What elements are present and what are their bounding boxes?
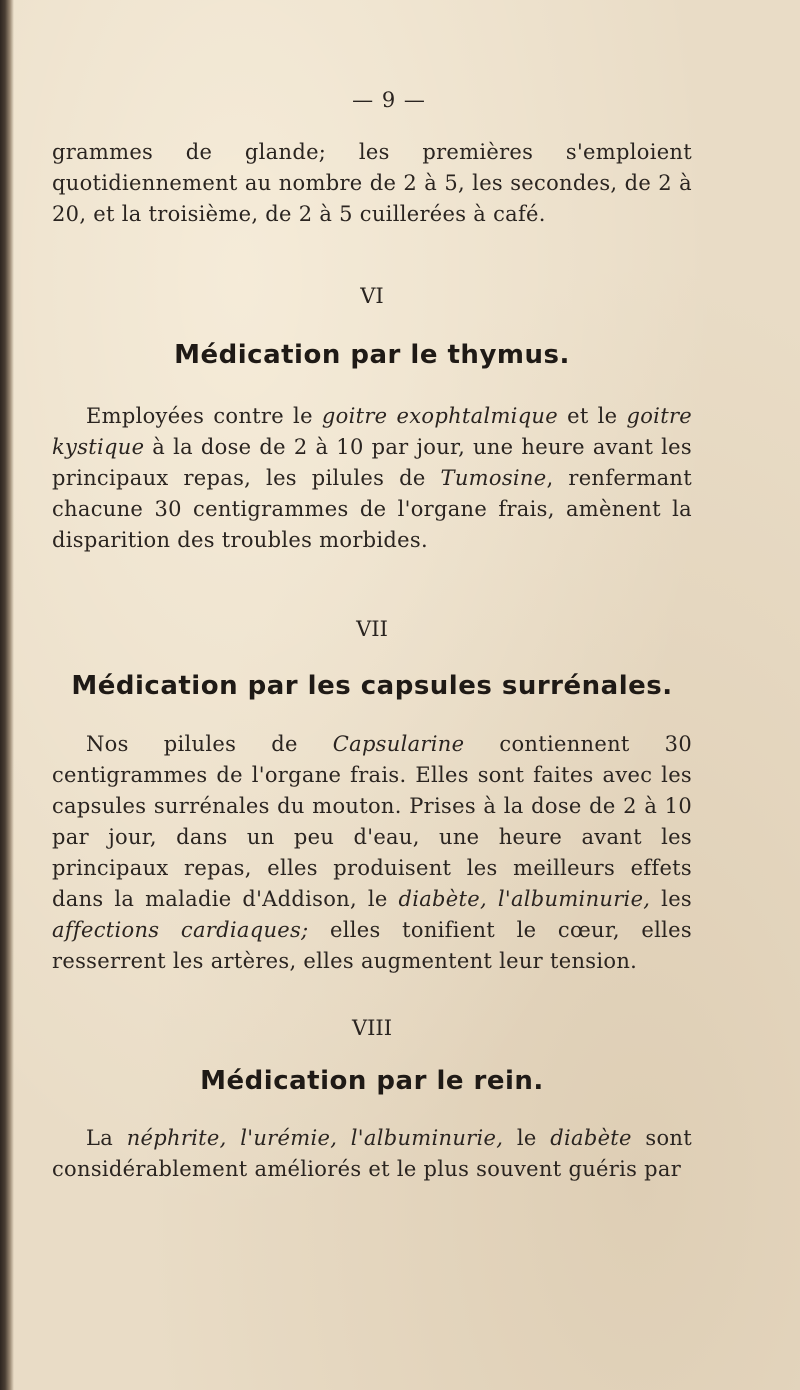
italic-term: goitre kystique [52, 404, 693, 459]
section-heading-rein: Médication par le rein. [200, 1066, 544, 1096]
section-viii-paragraph [52, 1123, 692, 1185]
intro-text: grammes de glande; les premières s'emploient quotidiennement au nombre de 2 à 5, les secondes, de 2 à 20, et la troisième, de 2 à 5 cuillerées à café. [52, 140, 692, 226]
italic-term: affections cardiaques; [52, 918, 309, 942]
paragraph-text [52, 729, 692, 977]
page-number: — 9 — [352, 88, 426, 112]
text-run: et le [558, 404, 627, 428]
text-run: Nos pilules de [86, 732, 333, 756]
section-numeral-vii: VII [356, 617, 388, 641]
text-run: contiennent 30 centigrammes de l'organe frais. Elles sont faites avec les capsules surrénales du mouton. Prises à la dose de 2 à 10 par jour, dans un peu d'eau, une heure avant les principaux repas, elles produisent les meilleurs effets dans la maladie d'Addison, le [52, 732, 693, 911]
section-vi-paragraph [52, 401, 692, 556]
intro-paragraph [52, 137, 692, 230]
italic-term: Capsularine [332, 732, 465, 756]
section-heading-capsules: Médication par les capsules surrénales. [71, 671, 673, 701]
italic-term: néphrite, l'urémie, l'albuminurie, [126, 1126, 504, 1150]
section-vii-paragraph [52, 729, 692, 977]
italic-term: goitre exophtalmique [321, 404, 558, 428]
text-run: à la dose de 2 à 10 par jour, une heure avant les principaux repas, les pilules de [52, 435, 692, 490]
paragraph-text [52, 401, 692, 556]
italic-term: diabète, l'albuminurie, [398, 887, 651, 911]
text-run: le [503, 1126, 551, 1150]
text-run: La [86, 1126, 127, 1150]
italic-term: Tumosine [440, 466, 547, 490]
paragraph-text [52, 1123, 692, 1185]
text-run: sont considérablement améliorés et le plus souvent guéris par [52, 1126, 692, 1181]
text-run: les [650, 887, 692, 911]
text-run: elles tonifient le cœur, elles resserrent les artères, elles augmentent leur tension. [52, 918, 692, 973]
section-numeral-vi: VI [360, 284, 384, 308]
italic-term: diabète [550, 1126, 632, 1150]
text-run: Employées contre le [86, 404, 322, 428]
text-run: , renfermant chacune 30 centigrammes de l'organe frais, amènent la disparition des troubles morbides. [52, 466, 692, 552]
section-numeral-viii: VIII [351, 1016, 393, 1040]
section-heading-thymus: Médication par le thymus. [174, 340, 570, 370]
book-binding-edge [0, 0, 14, 1390]
